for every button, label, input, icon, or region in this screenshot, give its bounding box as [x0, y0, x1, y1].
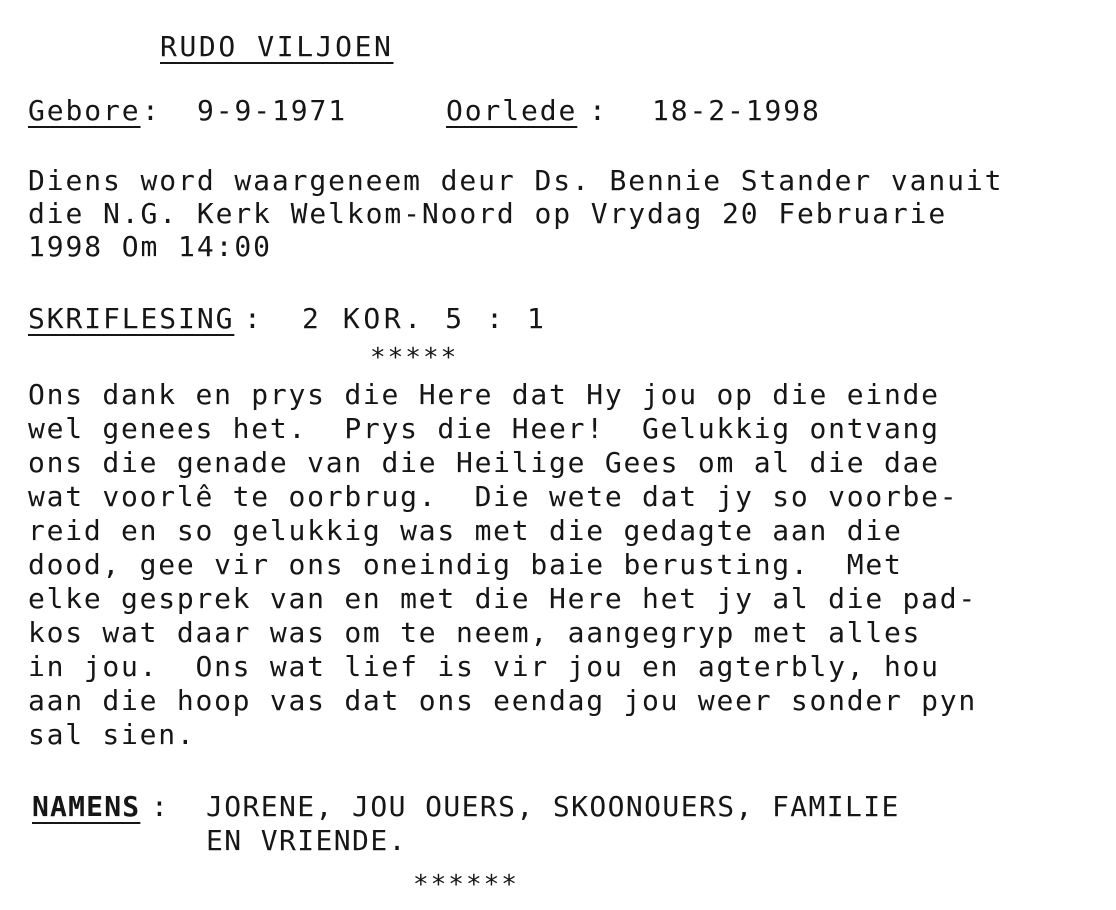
died-date: 18-2-1998 [652, 94, 821, 127]
died-label: Oorlede [446, 94, 578, 127]
service-line: die N.G. Kerk Welkom-Noord op Vrydag 20 Februarie [28, 197, 948, 230]
born-label: Gebore [28, 94, 141, 127]
message-line: wel genees het. Prys die Heer! Gelukkig ontvang [28, 412, 940, 445]
message-line: dood, gee vir ons oneindig baie berusting. Met [28, 548, 903, 581]
message-line: aan die hoop vas dat ons eendag jou weer sonder pyn [28, 684, 977, 717]
reading-reference: 2 KOR. 5 : 1 [302, 302, 548, 335]
message-line: reid en so gelukkig was met die gedagte aan die [28, 514, 903, 547]
message-line: kos wat daar was om te neem, aangegryp met alles [28, 616, 922, 649]
names-label: NAMENS [32, 790, 141, 823]
divider-stars: ****** [413, 870, 519, 900]
message-line: wat voorlê te oorbrug. Die wete dat jy so voorbe- [28, 480, 959, 513]
names-colon: : [151, 790, 170, 823]
names-line: EN VRIENDE. [206, 824, 407, 857]
message-line: in jou. Ons wat lief is vir jou en agterbly, hou [28, 650, 940, 683]
message-line: sal sien. [28, 718, 196, 751]
deceased-name: RUDO VILJOEN [160, 30, 394, 63]
message-line: ons die genade van die Heilige Gees om al die dae [28, 446, 940, 479]
message-line: Ons dank en prys die Here dat Hy jou op die einde [28, 378, 940, 411]
died-colon: : [589, 94, 608, 127]
born-colon: : [142, 94, 161, 127]
service-line: 1998 Om 14:00 [28, 230, 272, 263]
reading-colon: : [244, 302, 263, 335]
message-line: elke gesprek van en met die Here het jy al die pad- [28, 582, 977, 615]
names-line: JORENE, JOU OUERS, SKOONOUERS, FAMILIE [206, 790, 900, 823]
reading-label: SKRIFLESING [28, 302, 235, 335]
service-line: Diens word waargeneem deur Ds. Bennie Stander vanuit [28, 164, 1004, 197]
born-date: 9-9-1971 [197, 94, 348, 127]
divider-stars: ***** [370, 343, 459, 373]
